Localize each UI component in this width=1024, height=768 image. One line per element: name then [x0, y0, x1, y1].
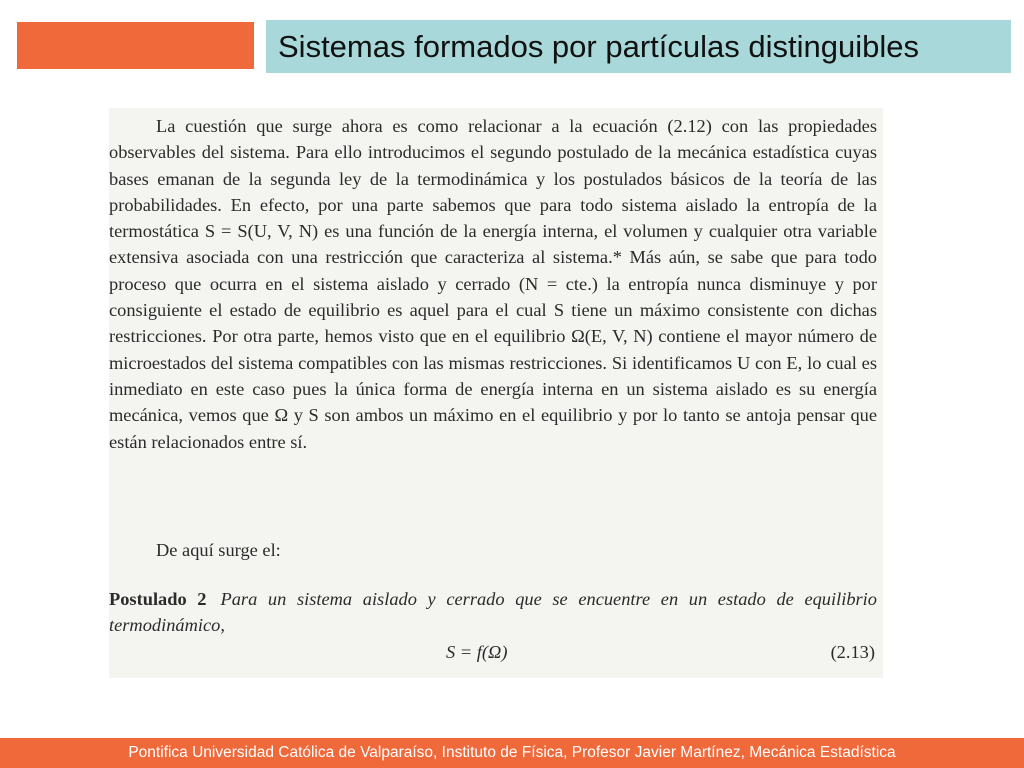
intro-line: De aquí surge el: [156, 540, 281, 560]
footer-text: Pontifica Universidad Católica de Valparaíso, Instituto de Física, Profesor Javier Martínez, Mecánica Estadística [128, 744, 896, 761]
postulate-label: Postulado 2 [109, 589, 207, 609]
postulate-block [109, 586, 877, 638]
body-paragraph [109, 113, 877, 455]
accent-bar [17, 22, 254, 69]
scanned-text-image [109, 108, 883, 678]
title-box [266, 20, 1011, 73]
postulate-text: Para un sistema aislado y cerrado que se encuentre en un estado de equilibrio termodinámico, [109, 589, 877, 635]
footer-bar [0, 738, 1024, 768]
paragraph-text: La cuestión que surge ahora es como relacionar a la ecuación (2.12) con las propiedades observables del sistema. Para ello introducimos el segundo postulado de la mecánica estadística cuyas bases emanan de la segunda ley de la termodinámica y los postulados básicos de la teoría de las probabilidades. En efecto, por una parte sabemos que para todo sistema aislado la entropía de la termostática S = S(U, V, N) es una función de la energía interna, el volumen y cualquier otra variable extensiva asociada con una restricción que caracteriza al sistema.* Más aún, se sabe que para todo proceso que ocurra en el sistema aislado y cerrado (N = cte.) la entropía nunca disminuye y por consiguiente el estado de equilibrio es aquel para el cual S tiene un máximo consistente con dichas restricciones. Por otra parte, hemos visto que en el equilibrio Ω(E, V, N) contiene el mayor número de microestados del sistema compatibles con las mismas restricciones. Si identificamos U con E, lo cual es inmediato en este caso pues la única forma de energía interna en un sistema aislado es su energía mecánica, vemos que Ω y S son ambos un máximo en el equilibrio y por lo tanto se antoja pensar que están relacionados entre sí. [109, 116, 877, 452]
equation: S = f(Ω) [446, 642, 508, 662]
slide-title: Sistemas formados por partículas distinguibles [278, 28, 919, 64]
equation-number: (2.13) [830, 642, 875, 662]
